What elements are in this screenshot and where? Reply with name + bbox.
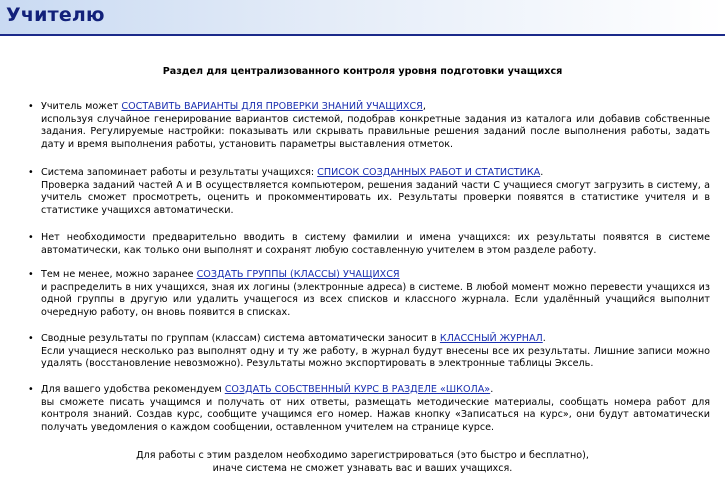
create-variants-link[interactable]: СОСТАВИТЬ ВАРИАНТЫ ДЛЯ ПРОВЕРКИ ЗНАНИЙ УЧАЩИХСЯ bbox=[121, 101, 423, 112]
registration-note-line: Для работы с этим разделом необходимо зарегистрироваться (это быстро и бесплатно), bbox=[136, 450, 589, 461]
item-text: Для вашего удобства рекомендуем bbox=[41, 384, 225, 395]
item-text: Тем не менее, можно заранее bbox=[41, 269, 197, 280]
list-item bbox=[28, 333, 710, 371]
item-text: . bbox=[490, 384, 494, 395]
page-header bbox=[0, 0, 725, 36]
bullet-icon: • bbox=[28, 167, 34, 178]
bullet-icon: • bbox=[28, 101, 34, 112]
registration-note bbox=[0, 450, 725, 475]
page-title: Учителю bbox=[6, 4, 105, 26]
item-body: используя случайное генерирование вариантов системой, подобрав конкретные задания из каталога или добавив собственные задания. Регулируемые настройки: показывать или скрывать правильные решения заданий после выполнения работы, задать дату и время выполнения работы, установить параметры выставления отметок. bbox=[41, 113, 710, 150]
registration-note-line: иначе система не сможет узнавать вас и ваших учащихся. bbox=[212, 462, 513, 474]
item-text: . bbox=[540, 167, 544, 178]
list-item bbox=[28, 101, 710, 151]
bullet-icon: • bbox=[28, 384, 34, 395]
create-course-link[interactable]: СОЗДАТЬ СОБСТВЕННЫЙ КУРС В РАЗДЕЛЕ «ШКОЛА» bbox=[224, 384, 491, 395]
item-body: и распределить в них учащихся, зная их логины (электронные адреса) в системе. В любой момент можно перевести учащихся из одной группы в другую или удалить учащегося из всех списков и классного журнала. Если удалённый учащийся выполнит очередную работу, он вновь появится в списках. bbox=[41, 281, 710, 318]
item-body: Если учащиеся несколько раз выполнят одну и ту же работу, в журнал будут внесены все их результаты. Лишние записи можно удалять (восстановление невозможно). Результаты можно экспортировать в электронные таблицы Эксель. bbox=[41, 345, 710, 369]
item-text: Сводные результаты по группам (классам) система автоматически заносит в bbox=[41, 333, 440, 344]
section-title: Раздел для централизованного контроля уровня подготовки учащихся bbox=[162, 66, 563, 77]
list-item bbox=[28, 384, 710, 434]
list-item bbox=[28, 269, 710, 319]
list-item bbox=[28, 232, 710, 257]
item-text: Нет необходимости предварительно вводить в систему фамилии и имена учащихся: их результаты появятся в системе автоматически, как только они выполнят и сохранят любую составленную учителем в этом разделе работу. bbox=[41, 232, 710, 256]
item-text: Учитель может bbox=[41, 101, 122, 112]
item-text: Система запоминает работы и результаты учащихся: bbox=[41, 167, 318, 178]
create-groups-link[interactable]: СОЗДАТЬ ГРУППЫ (КЛАССЫ) УЧАЩИХСЯ bbox=[196, 269, 400, 280]
item-body: Проверка заданий частей A и B осуществляется компьютером, решения заданий части C учащиеся смогут загрузить в систему, а учитель сможет просмотреть, оценить и прокомментировать их. Результаты проверки появятся в статистике учителя и в статистике учащихся автоматически. bbox=[41, 179, 710, 216]
item-text: , bbox=[422, 101, 426, 112]
bullet-icon: • bbox=[28, 269, 34, 280]
class-journal-link[interactable]: КЛАССНЫЙ ЖУРНАЛ bbox=[439, 333, 543, 344]
works-list-stats-link[interactable]: СПИСОК СОЗДАННЫХ РАБОТ И СТАТИСТИКА bbox=[317, 167, 541, 178]
list-item bbox=[28, 167, 710, 217]
item-body: вы сможете писать учащимся и получать от них ответы, размещать методические материалы, сообщать номера работ для контроля знаний. Создав курс, сообщите учащимся его номер. Нажав кнопку «Записаться на курс», они будут автоматически получать уведомления о каждом сообщении, оставленном учителем на странице курсе. bbox=[41, 396, 710, 433]
bullet-icon: • bbox=[28, 333, 34, 344]
bullet-icon: • bbox=[28, 232, 34, 243]
item-text: . bbox=[542, 333, 546, 344]
